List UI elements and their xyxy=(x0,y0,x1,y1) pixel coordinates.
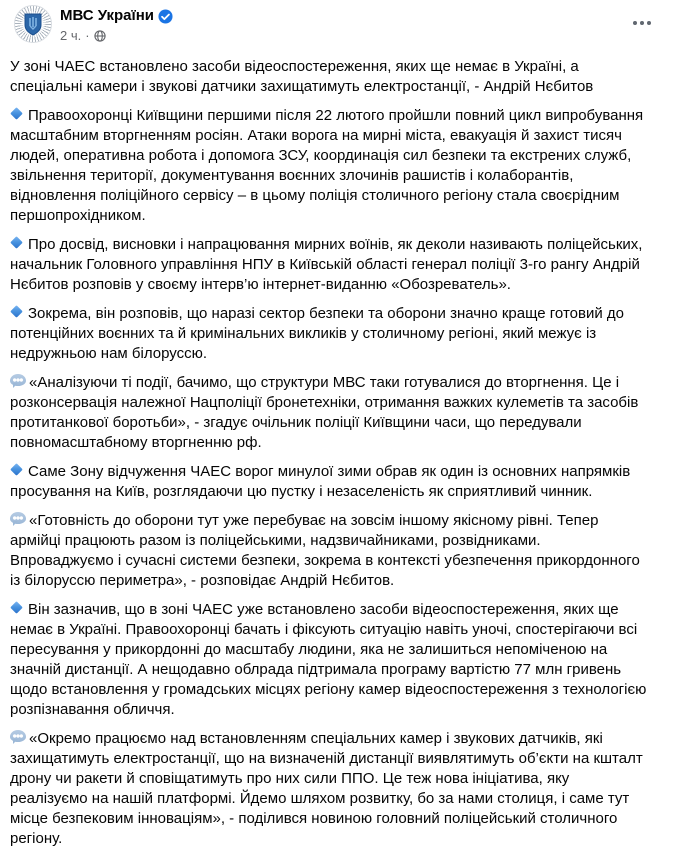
paragraph-text: Він зазначив, що в зоні ЧАЕС уже встановлено засоби відеоспостереження, яких ще немає в Україні. Правоохоронці бачать і фіксують ситуацію навіть уночі, спостерігаючи всі пересування у прикордонні до масштабу людини, яка не залишиться непоміченою на значній дистанції. А нещодавно облрада підтримала програму вартістю 77 млн гривень щодо встановлення у громадських місцях регіону камер відеоспостереження з технологією розпізнавання обличчя. xyxy=(10,601,647,718)
post-headline xyxy=(10,57,648,97)
speech-balloon-icon xyxy=(10,730,27,745)
page-avatar[interactable] xyxy=(14,5,52,43)
paragraph-text: «Аналізуючи ті події, бачимо, що структури МВС таки готувалися до вторгнення. Це і розконсервація належної Нацполіції бронетехніки, отримання важких кулеметів та засобів протитанкової боротьби», - згадує очільник поліції Київщини часи, що передували повномасштабному вторгненню рф. xyxy=(10,374,639,451)
post-paragraph xyxy=(10,600,648,720)
post-paragraph xyxy=(10,304,648,364)
globe-icon xyxy=(94,30,106,42)
blue-diamond-icon xyxy=(10,602,25,615)
post-paragraph xyxy=(10,373,648,453)
blue-diamond-icon xyxy=(10,237,25,250)
page-name[interactable]: МВС України xyxy=(60,7,155,24)
speech-balloon-icon xyxy=(10,374,27,389)
paragraph-text: «Окремо працюємо над встановленням спеціальних камер і звукових датчиків, які захищатимуть електростанції, що на визначеній дистанції виявлятимуть об’єкти на кшталт дрону чи ракети й сповіщатимуть про них сили ППО. Це теж нова ініціатива, яку реалізуємо на нашій платформі. Йдемо шляхом розвитку, бо за нами столиця, і саме тут місце безпековим інноваціям», - поділився новиною головний поліцейський столичного регіону. xyxy=(10,730,643,847)
meta-separator: · xyxy=(85,28,90,43)
speech-balloon-icon xyxy=(10,512,27,527)
blue-diamond-icon xyxy=(10,108,25,121)
paragraph-text: «Готовність до оборони тут уже перебуває на зовсім іншому якісному рівні. Тепер армійці працюють разом із поліцейськими, надзвичайниками, розвідниками. Впроваджуємо і сучасні системи безпеки, зокрема в контексті убезпечення прикордонного із білоруссю периметра», - розповідає Андрій Нєбитов. xyxy=(10,512,640,589)
post-paragraph xyxy=(10,235,648,295)
more-dot xyxy=(633,21,637,25)
paragraph-text: Про досвід, висновки і напрацювання мирних воїнів, як деколи називають поліцейських, начальник Головного управління НПУ в Київській області генерал поліції 3-го рангу Андрій Нєбитов розповів у своєму інтерв’ю інтернет-виданню «Обозреватель». xyxy=(10,236,643,293)
paragraph-text: Саме Зону відчуження ЧАЕС ворог минулої зими обрав як один із основних напрямків просування на Київ, розглядаючи цю пустку і незаселеність як сприятливий чинник. xyxy=(10,463,631,500)
blue-diamond-icon xyxy=(10,464,25,477)
post-paragraph xyxy=(10,729,648,849)
headline-text: У зоні ЧАЕС встановлено засоби відеоспостереження, яких ще немає в Україні, а спеціальні камери і звукові датчики захищатимуть електростанції, - Андрій Нєбитов xyxy=(10,58,594,95)
post-paragraph xyxy=(10,106,648,226)
more-dot xyxy=(647,21,651,25)
more-dot xyxy=(640,21,644,25)
post-header xyxy=(0,0,678,48)
verified-badge-icon xyxy=(158,9,173,24)
header-meta xyxy=(60,5,173,44)
paragraph-text: Правоохоронці Київщини першими після 22 лютого пройшли повний цикл випробування масштабним вторгненням росіян. Атаки ворога на мирні міста, евакуація й захист тисяч людей, оперативна робота і допомога ЗСУ, координація сил безпеки та екстрених служб, звільнення території, документування воєнних злочинів рашистів і колаборантів, відновлення поліційного сервісу – в цьому поліція столичного регіону стала своєрідним першопрохідником. xyxy=(10,107,644,224)
post-paragraph xyxy=(10,462,648,502)
post-meta-row xyxy=(60,27,173,44)
post-content xyxy=(0,48,678,849)
timestamp[interactable]: 2 ч. xyxy=(60,28,82,43)
blue-diamond-icon xyxy=(10,306,25,319)
name-row xyxy=(60,6,173,26)
paragraph-text: Зокрема, він розповів, що наразі сектор безпеки та оборони значно краще готовий до потенційних воєнних та й кримінальних викликів у столичному регіоні, який межує із недружньою нам білоруссю. xyxy=(10,305,624,362)
more-options-button[interactable] xyxy=(631,15,653,31)
post-paragraph xyxy=(10,511,648,591)
mvs-emblem-icon xyxy=(23,12,43,36)
